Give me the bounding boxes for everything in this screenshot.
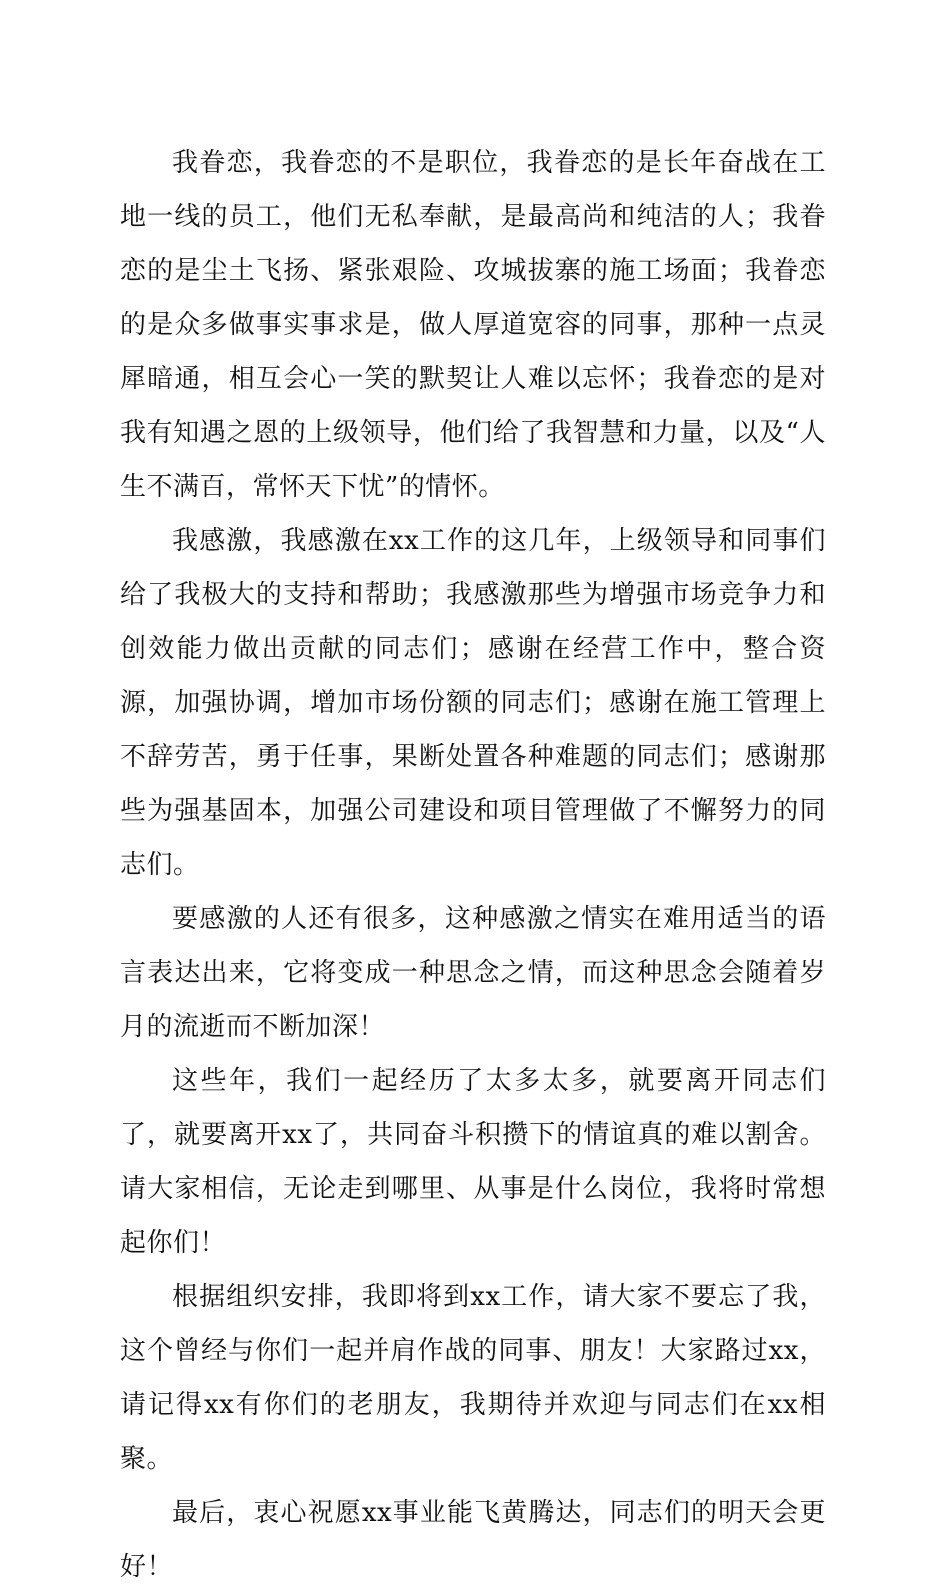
paragraph-1: 我眷恋，我眷恋的不是职位，我眷恋的是长年奋战在工地一线的员工，他们无私奉献，是最高尚和纯洁的人；我眷恋的是尘土飞扬、紧张艰险、攻城拔寨的施工场面；我眷恋的是众多做事实事求是，做人厚道宽容的同事，那种一点灵犀暗通，相互会心一笑的默契让人难以忘怀；我眷恋的是对我有知遇之恩的上级领导，他们给了我智慧和力量，以及“人生不满百，常怀天下忧”的情怀。 bbox=[120, 148, 826, 502]
paragraph-5: 根据组织安排，我即将到xx工作，请大家不要忘了我，这个曾经与你们一起并肩作战的同事、朋友！大家路过xx，请记得xx有你们的老朋友，我期待并欢迎与同志们在xx相聚。 bbox=[120, 1282, 826, 1474]
paragraph-6: 最后，衷心祝愿xx事业能飞黄腾达，同志们的明天会更好！ bbox=[120, 1498, 826, 1582]
paragraph-3: 要感激的人还有很多，这种感激之情实在难用适当的语言表达出来，它将变成一种思念之情，而这种思念会随着岁月的流逝而不断加深！ bbox=[120, 904, 826, 1042]
paragraph-4: 这些年，我们一起经历了太多太多，就要离开同志们了，就要离开xx了，共同奋斗积攒下的情谊真的难以割舍。请大家相信，无论走到哪里、从事是什么岗位，我将时常想起你们！ bbox=[120, 1066, 826, 1258]
paragraph-2: 我感激，我感激在xx工作的这几年，上级领导和同事们给了我极大的支持和帮助；我感激那些为增强市场竞争力和创效能力做出贡献的同志们；感谢在经营工作中，整合资源，加强协调，增加市场份额的同志们；感谢在施工管理上不辞劳苦，勇于任事，果断处置各种难题的同志们；感谢那些为强基固本，加强公司建设和项目管理做了不懈努力的同志们。 bbox=[120, 526, 826, 880]
document-body bbox=[120, 136, 826, 1594]
